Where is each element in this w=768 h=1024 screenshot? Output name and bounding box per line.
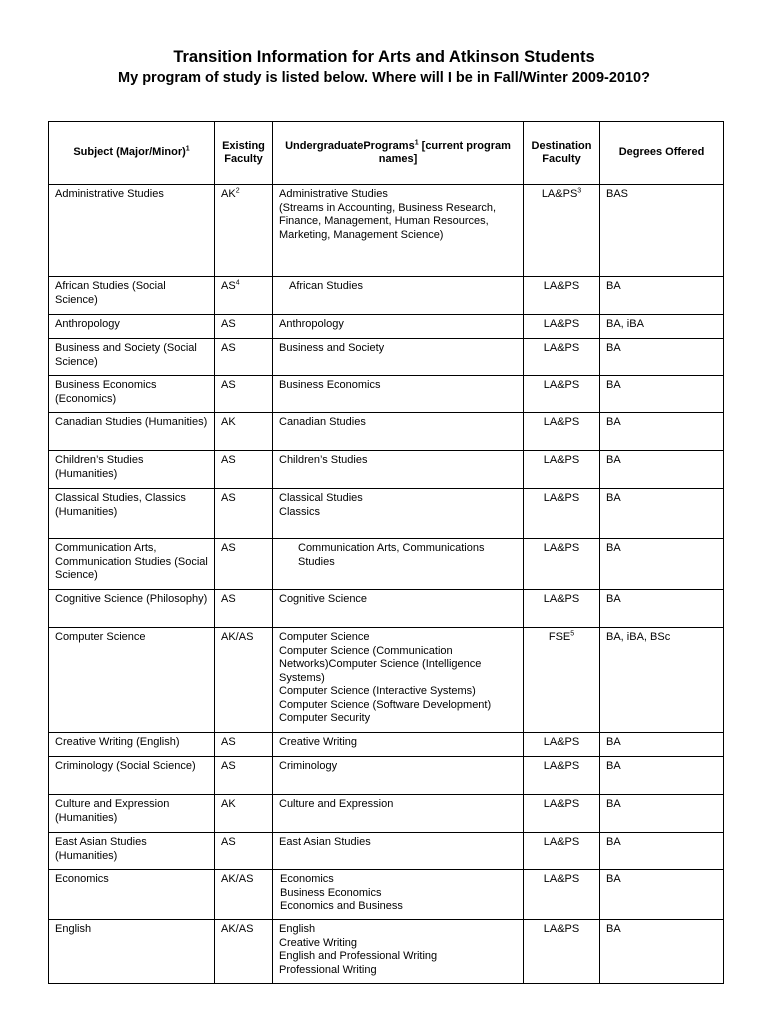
cell-programs [273, 733, 524, 757]
program-name: Business Economics [280, 886, 382, 899]
cell-destination-faculty: LA&PS [524, 413, 600, 451]
cell-subject: Administrative Studies [49, 185, 215, 277]
cell-subject: Criminology (Social Science) [49, 757, 215, 795]
cell-existing-faculty: AS [215, 757, 273, 795]
program-name: Economics [280, 873, 334, 885]
cell-degrees-offered: BA [600, 795, 724, 833]
cell-destination-faculty: LA&PS [524, 376, 600, 413]
cell-subject: English [49, 920, 215, 984]
cell-programs [273, 489, 524, 539]
cell-degrees-offered: BAS [600, 185, 724, 277]
header-subject: Subject (Major/Minor)$^1$ [49, 122, 215, 185]
program-name: Canadian Studies [279, 416, 366, 428]
table-row [49, 413, 724, 451]
cell-degrees-offered: BA, iBA, BSc [600, 628, 724, 733]
cell-destination-faculty: LA&PS [524, 539, 600, 590]
table-row [49, 451, 724, 489]
document-subtitle: My program of study is listed below. Where will I be in Fall/Winter 2009-2010? [118, 70, 650, 86]
program-name: Economics and Business [280, 900, 403, 912]
cell-degrees-offered: BA [600, 833, 724, 870]
cell-destination-faculty: LA&PS [524, 757, 600, 795]
cell-existing-faculty: AS [215, 315, 273, 339]
cell-existing-faculty: AS [215, 376, 273, 413]
cell-destination-faculty: LA&PS [524, 339, 600, 376]
program-name: Computer Science (Communication Networks)Computer Science (Intelligence Systems) [279, 644, 482, 684]
program-name: Professional Writing [279, 963, 377, 976]
cell-existing-faculty: AS [215, 833, 273, 870]
cell-existing-faculty: AS [215, 489, 273, 539]
table-row [49, 757, 724, 795]
document-title: Transition Information for Arts and Atkinson Students [173, 48, 595, 66]
program-name: Criminology [279, 760, 338, 772]
program-name: Children’s Studies [279, 454, 368, 466]
program-name: East Asian Studies [279, 836, 371, 848]
table-row [49, 277, 724, 315]
cell-destination-faculty: LA&PS [524, 277, 600, 315]
cell-degrees-offered: BA [600, 539, 724, 590]
cell-programs [273, 920, 524, 984]
cell-subject: Communication Arts, Communication Studies (Social Science) [49, 539, 215, 590]
cell-existing-faculty: AS [215, 733, 273, 757]
cell-programs [273, 376, 524, 413]
program-name: Communication Arts, Communications Studies [298, 542, 485, 568]
cell-destination-faculty: $LA\&PS^3$ [524, 185, 600, 277]
cell-degrees-offered: BA [600, 451, 724, 489]
program-name: African Studies [289, 280, 363, 292]
cell-destination-faculty: LA&PS [524, 590, 600, 628]
cell-programs [273, 185, 524, 277]
cell-programs [273, 757, 524, 795]
program-name: Creative Writing [279, 736, 358, 748]
cell-programs [273, 833, 524, 870]
cell-existing-faculty: $AK^2$ [215, 185, 273, 277]
cell-existing-faculty: AK/AS [215, 628, 273, 733]
cell-subject: Business and Society (Social Science) [49, 339, 215, 376]
cell-programs [273, 795, 524, 833]
cell-subject: Culture and Expression (Humanities) [49, 795, 215, 833]
cell-destination-faculty: LA&PS [524, 920, 600, 984]
program-name: Classics [279, 505, 320, 518]
program-name: (Streams in Accounting, Business Research, Finance, Management, Human Resources, Marketing, Management Science) [279, 201, 497, 241]
cell-programs [273, 451, 524, 489]
cell-subject: Computer Science [49, 628, 215, 733]
program-name: English [279, 923, 316, 935]
cell-destination-faculty: LA&PS [524, 489, 600, 539]
table-row [49, 733, 724, 757]
cell-destination-faculty: LA&PS [524, 870, 600, 920]
table-row [49, 590, 724, 628]
cell-destination-faculty: LA&PS [524, 733, 600, 757]
cell-existing-faculty: AS [215, 339, 273, 376]
cell-programs [273, 339, 524, 376]
header-degrees-offered: Degrees Offered [600, 122, 724, 185]
cell-programs [273, 539, 524, 590]
cell-destination-faculty: LA&PS [524, 315, 600, 339]
cell-programs [273, 590, 524, 628]
program-name: English and Professional Writing [279, 950, 438, 962]
program-name: Creative Writing [279, 936, 358, 949]
table-row [49, 539, 724, 590]
cell-existing-faculty: AS [215, 590, 273, 628]
table-row [49, 315, 724, 339]
cell-programs [273, 870, 524, 920]
cell-existing-faculty: AS [215, 539, 273, 590]
cell-degrees-offered: BA [600, 920, 724, 984]
cell-degrees-offered: BA [600, 489, 724, 539]
table-header-row [49, 122, 724, 185]
cell-existing-faculty: $AS^4$ [215, 277, 273, 315]
cell-destination-faculty: LA&PS [524, 833, 600, 870]
cell-subject: Economics [49, 870, 215, 920]
cell-degrees-offered: BA [600, 413, 724, 451]
cell-subject: Classical Studies, Classics (Humanities) [49, 489, 215, 539]
header-existing-faculty: Existing Faculty [215, 122, 273, 185]
cell-destination-faculty: FSE$^5$ [524, 628, 600, 733]
cell-existing-faculty: AK/AS [215, 870, 273, 920]
program-name: Culture and Expression [279, 798, 394, 810]
cell-destination-faculty: LA&PS [524, 451, 600, 489]
cell-subject: Cognitive Science (Philosophy) [49, 590, 215, 628]
cell-programs [273, 277, 524, 315]
program-name: Computer Security [279, 712, 371, 724]
program-name: Computer Science (Interactive Systems) [279, 685, 476, 697]
cell-programs [273, 628, 524, 733]
cell-existing-faculty: AS [215, 451, 273, 489]
program-name: Administrative Studies [279, 188, 388, 200]
cell-degrees-offered: BA [600, 757, 724, 795]
table-row [49, 833, 724, 870]
cell-subject: Anthropology [49, 315, 215, 339]
cell-existing-faculty: AK/AS [215, 920, 273, 984]
table-row [49, 870, 724, 920]
cell-degrees-offered: BA [600, 870, 724, 920]
cell-programs [273, 315, 524, 339]
cell-subject: Creative Writing (English) [49, 733, 215, 757]
program-name: Cognitive Science [279, 593, 368, 605]
table-row [49, 920, 724, 984]
cell-subject: Children’s Studies (Humanities) [49, 451, 215, 489]
program-name: Computer Science (Software Development) [279, 698, 492, 711]
cell-degrees-offered: BA [600, 277, 724, 315]
cell-destination-faculty: LA&PS [524, 795, 600, 833]
program-name: Classical Studies [279, 492, 363, 504]
table-row [49, 376, 724, 413]
header-programs: UndergraduatePrograms$^1$ [current program names] [273, 122, 524, 185]
cell-degrees-offered: BA [600, 590, 724, 628]
table-row [49, 185, 724, 277]
cell-subject: East Asian Studies (Humanities) [49, 833, 215, 870]
program-name: Business Economics [279, 379, 381, 391]
cell-degrees-offered: BA, iBA [600, 315, 724, 339]
cell-degrees-offered: BA [600, 733, 724, 757]
header-destination-faculty: Destination Faculty [524, 122, 600, 185]
cell-programs [273, 413, 524, 451]
table-row [49, 628, 724, 733]
program-name: Anthropology [279, 318, 344, 330]
table-row [49, 489, 724, 539]
cell-subject: Canadian Studies (Humanities) [49, 413, 215, 451]
cell-subject: African Studies (Social Science) [49, 277, 215, 315]
cell-subject: Business Economics (Economics) [49, 376, 215, 413]
program-name: Business and Society [279, 342, 385, 354]
cell-degrees-offered: BA [600, 339, 724, 376]
cell-existing-faculty: AK [215, 413, 273, 451]
program-name: Computer Science [279, 631, 370, 643]
table-row [49, 795, 724, 833]
transition-table [48, 121, 724, 984]
cell-existing-faculty: AK [215, 795, 273, 833]
table-row [49, 339, 724, 376]
cell-degrees-offered: BA [600, 376, 724, 413]
